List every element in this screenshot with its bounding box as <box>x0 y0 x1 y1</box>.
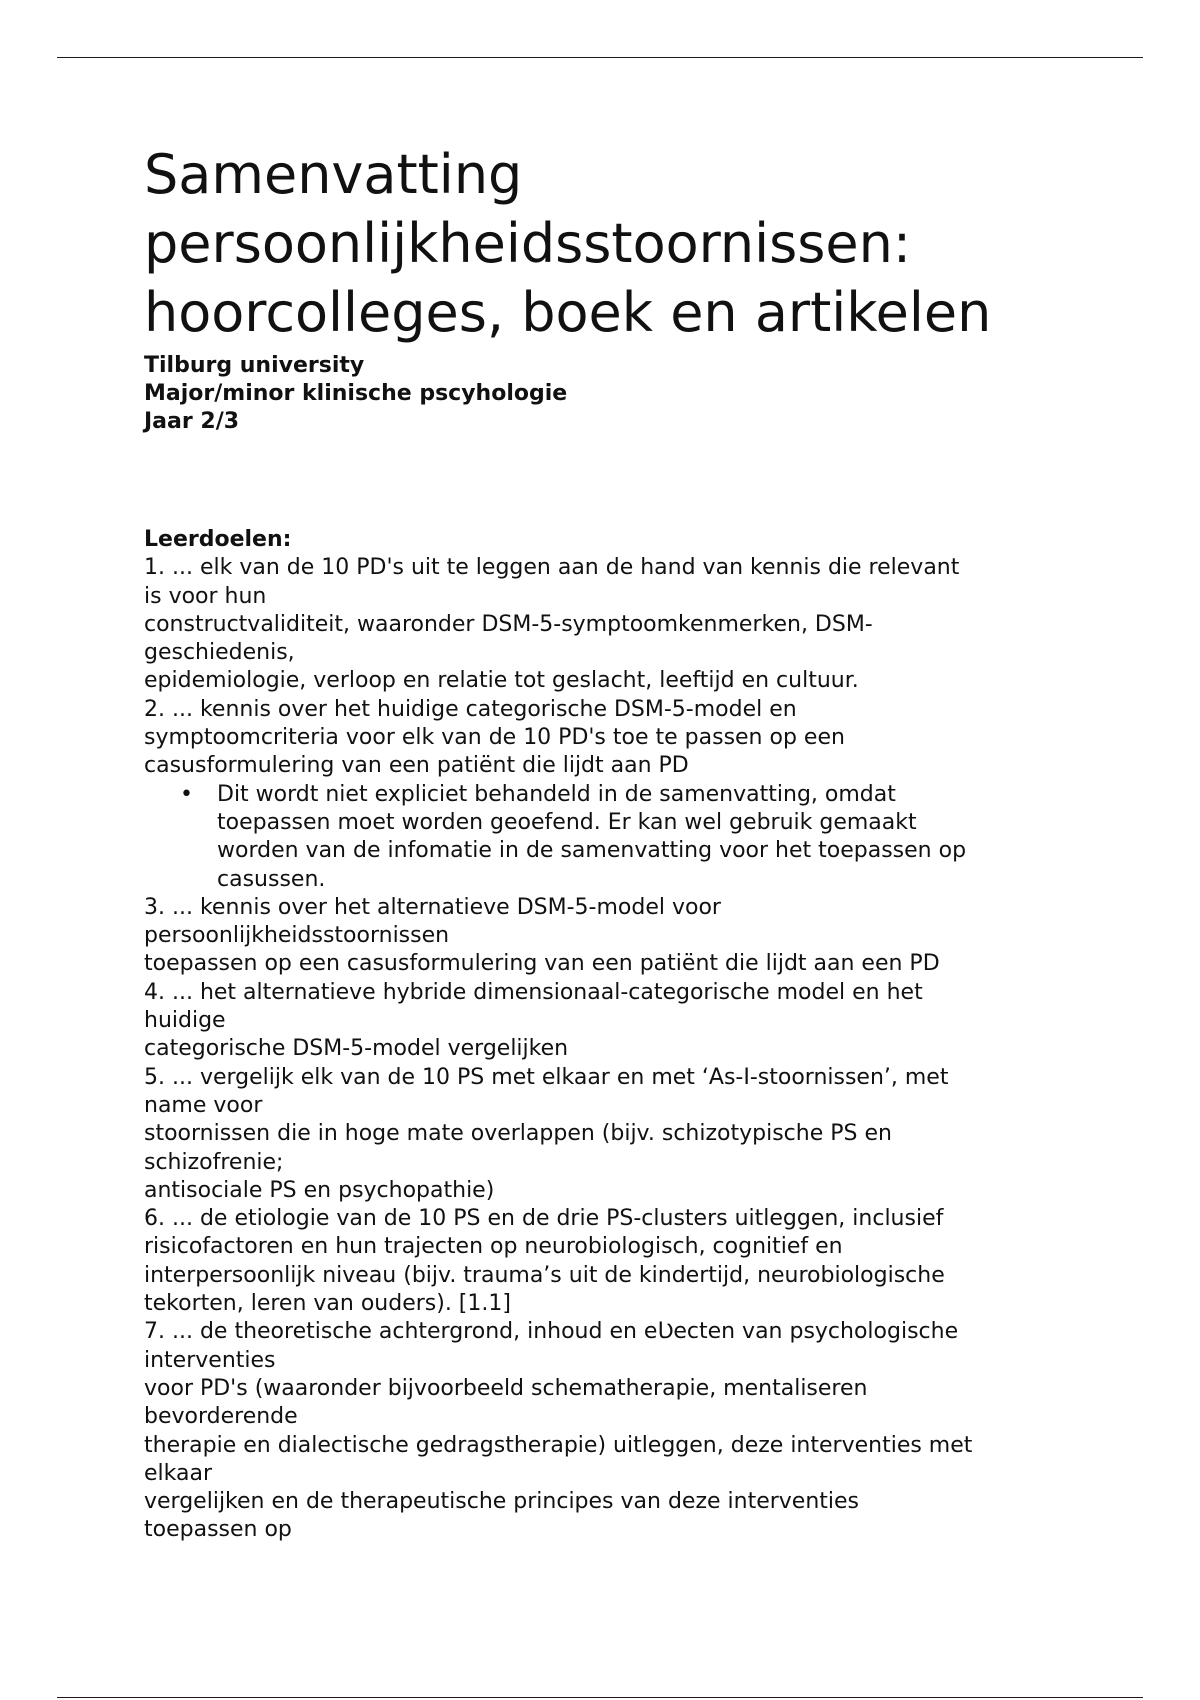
bottom-rule <box>57 1697 1143 1698</box>
objective-line: huidige <box>144 1008 226 1034</box>
objective-line: name voor <box>144 1092 263 1118</box>
objective-line: 5. ... vergelijk elk van de 10 PS met elkaar en met ‘As-I-stoornissen’, met <box>144 1064 949 1090</box>
bullet-line: toepassen moet worden geoefend. Er kan wel gebruik gemaakt <box>217 809 917 835</box>
objective-line: 2. ... kennis over het huidige categorische DSM-5-model en <box>144 696 797 722</box>
program-label: Major/minor klinische pscyhologie <box>144 381 568 406</box>
objective-item-6 <box>144 1205 1074 1318</box>
bullet-line: worden van de infomatie in de samenvatting voor het toepassen op <box>217 838 967 864</box>
objective-line: persoonlijkheidsstoornissen <box>144 923 450 949</box>
document-title <box>144 140 1074 347</box>
university-label: Tilburg university <box>144 353 365 378</box>
objective-line: toepassen op een casusformulering van een patiënt die lijdt aan een PD <box>144 951 940 977</box>
objectives-heading: Leerdoelen: <box>144 527 292 552</box>
objective-line: tekorten, leren van ouders). [1.1] <box>144 1291 511 1317</box>
document-meta <box>144 352 1074 436</box>
objective-line: antisociale PS en psychopathie) <box>144 1177 495 1203</box>
objective-item-5 <box>144 1064 1074 1205</box>
bullet-item <box>144 781 1074 894</box>
bullet-line: Dit wordt niet expliciet behandeld in de samenvatting, omdat <box>217 781 896 807</box>
objective-item-1 <box>144 554 1074 695</box>
bullet-line: casussen. <box>217 866 326 892</box>
title-line: Samenvatting <box>144 143 523 206</box>
objective-line: voor PD's (waaronder bijvoorbeeld schematherapie, mentaliseren <box>144 1375 868 1401</box>
document-body <box>144 140 1074 1545</box>
title-line: persoonlijkheidsstoornissen: <box>144 212 912 275</box>
objective-line: interventies <box>144 1347 276 1373</box>
year-label: Jaar 2/3 <box>144 409 240 434</box>
learning-objectives <box>144 526 1074 1545</box>
objective-line: therapie en dialectische gedragstherapie) uitleggen, deze interventies met <box>144 1432 973 1458</box>
title-line: hoorcolleges, boek en artikelen <box>144 281 992 344</box>
top-rule <box>57 57 1143 58</box>
objective-item-4 <box>144 979 1074 1064</box>
objective-line: risicofactoren en hun trajecten op neurobiologisch, cognitief en <box>144 1234 843 1260</box>
objective-line: toepassen op <box>144 1517 292 1543</box>
objective-line: 7. ... de theoretische achtergrond, inhoud en eƲecten van psychologische <box>144 1319 959 1345</box>
objective-line: casusformulering van een patiënt die lijdt aan PD <box>144 753 689 779</box>
objective-item-2 <box>144 696 1074 781</box>
objective-line: 1. ... elk van de 10 PD's uit te leggen aan de hand van kennis die relevant <box>144 555 960 581</box>
objective-line: epidemiologie, verloop en relatie tot geslacht, leeftijd en cultuur. <box>144 668 859 694</box>
objective-line: bevorderende <box>144 1404 298 1430</box>
objective-line: schizofrenie; <box>144 1149 284 1175</box>
objective-line: vergelijken en de therapeutische principes van deze interventies <box>144 1489 860 1515</box>
objective-line: 4. ... het alternatieve hybride dimensionaal-categorische model en het <box>144 979 923 1005</box>
objective-line: is voor hun <box>144 583 267 609</box>
objective-line: symptoomcriteria voor elk van de 10 PD's toe te passen op een <box>144 725 845 751</box>
objective-line: categorische DSM-5-model vergelijken <box>144 1036 569 1062</box>
objective-item-3 <box>144 894 1074 979</box>
objective-line: geschiedenis, <box>144 640 295 666</box>
objective-line: elkaar <box>144 1460 213 1486</box>
objective-line: constructvaliditeit, waaronder DSM-5-symptoomkenmerken, DSM- <box>144 611 873 637</box>
objective-line: interpersoonlijk niveau (bijv. trauma’s uit de kindertijd, neurobiologische <box>144 1262 945 1288</box>
objective-line: 3. ... kennis over het alternatieve DSM-5-model voor <box>144 894 721 920</box>
objective-line: 6. ... de etiologie van de 10 PS en de drie PS-clusters uitleggen, inclusief <box>144 1206 944 1232</box>
bullet-icon: • <box>180 781 193 807</box>
objective-line: stoornissen die in hoge mate overlappen (bijv. schizotypische PS en <box>144 1121 892 1147</box>
objective-item-7 <box>144 1318 1074 1544</box>
